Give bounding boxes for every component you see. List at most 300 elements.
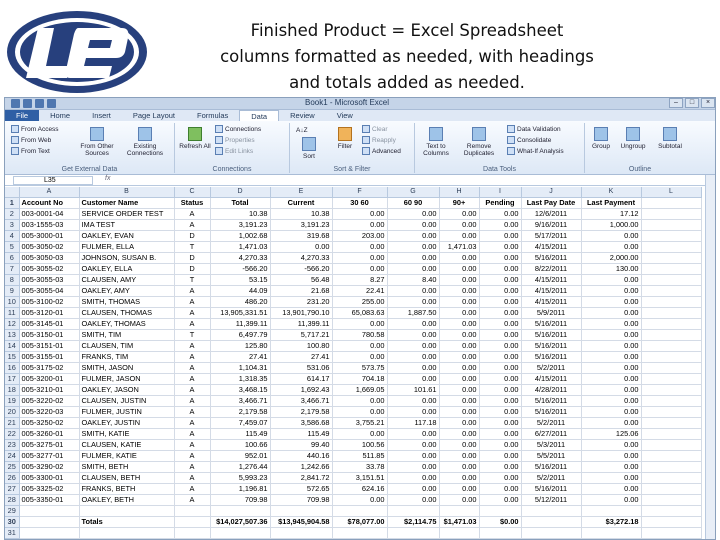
cell[interactable]: 4/15/2011 xyxy=(521,374,581,385)
cell[interactable]: 0.00 xyxy=(581,407,641,418)
clear-button[interactable] xyxy=(362,125,388,133)
cell[interactable] xyxy=(19,506,79,517)
cell[interactable]: $13,945,904.58 xyxy=(270,517,332,528)
spreadsheet-grid[interactable] xyxy=(5,187,702,539)
refresh-all-button[interactable] xyxy=(179,127,211,150)
cell[interactable]: CLAUSEN, JUSTIN xyxy=(79,396,174,407)
cell[interactable]: 0.00 xyxy=(332,352,387,363)
cell[interactable]: 0.00 xyxy=(332,264,387,275)
cell[interactable]: 0.00 xyxy=(581,341,641,352)
name-box[interactable]: L35 xyxy=(13,176,93,185)
cell[interactable]: 0.00 xyxy=(479,209,521,220)
cell[interactable] xyxy=(19,528,79,539)
save-icon[interactable] xyxy=(23,99,32,108)
cell[interactable]: 0.00 xyxy=(479,341,521,352)
row-header[interactable]: 16 xyxy=(5,363,19,374)
cell[interactable]: A xyxy=(174,209,210,220)
column-header[interactable]: D xyxy=(210,187,270,198)
cell[interactable]: 0.00 xyxy=(479,374,521,385)
cell[interactable]: A xyxy=(174,407,210,418)
cell[interactable]: 0.00 xyxy=(439,363,479,374)
cell[interactable]: 0.00 xyxy=(439,275,479,286)
row-header[interactable]: 4 xyxy=(5,231,19,242)
cell[interactable]: 0.00 xyxy=(387,363,439,374)
cell[interactable]: 0.00 xyxy=(387,440,439,451)
cell[interactable]: 0.00 xyxy=(439,220,479,231)
cell[interactable]: 0.00 xyxy=(387,242,439,253)
cell[interactable]: 440.16 xyxy=(270,451,332,462)
cell[interactable] xyxy=(641,242,701,253)
cell[interactable]: 3,151.51 xyxy=(332,473,387,484)
cell[interactable]: CLAUSEN, KATIE xyxy=(79,440,174,451)
cell[interactable]: $3,272.18 xyxy=(581,517,641,528)
cell[interactable] xyxy=(641,308,701,319)
cell[interactable]: 5/16/2011 xyxy=(521,484,581,495)
cell[interactable]: 27.41 xyxy=(210,352,270,363)
cell[interactable]: Total xyxy=(210,198,270,209)
cell[interactable]: 0.00 xyxy=(479,363,521,374)
what-if-analysis-button[interactable] xyxy=(507,147,564,155)
cell[interactable]: 125.80 xyxy=(210,341,270,352)
cell[interactable]: 5/2/2011 xyxy=(521,473,581,484)
cell[interactable]: 0.00 xyxy=(387,429,439,440)
cell[interactable] xyxy=(641,297,701,308)
cell[interactable] xyxy=(174,528,210,539)
cell[interactable]: Last Payment xyxy=(581,198,641,209)
cell[interactable]: 5/16/2011 xyxy=(521,319,581,330)
cell[interactable]: T xyxy=(174,242,210,253)
row-header[interactable]: 27 xyxy=(5,484,19,495)
cell[interactable]: 0.00 xyxy=(479,297,521,308)
cell[interactable]: 5,993.23 xyxy=(210,473,270,484)
cell[interactable]: OAKLEY, AMY xyxy=(79,286,174,297)
cell[interactable]: 0.00 xyxy=(439,462,479,473)
cell[interactable]: 0.00 xyxy=(387,473,439,484)
tab-data[interactable]: Data xyxy=(239,110,279,121)
cell[interactable]: 005-3055-02 xyxy=(19,264,79,275)
row-header[interactable]: 5 xyxy=(5,242,19,253)
cell[interactable]: 0.00 xyxy=(479,473,521,484)
cell[interactable]: 3,191.23 xyxy=(270,220,332,231)
cell[interactable]: 0.00 xyxy=(581,231,641,242)
cell[interactable]: 117.18 xyxy=(387,418,439,429)
cell[interactable] xyxy=(641,231,701,242)
tab-insert[interactable]: Insert xyxy=(92,111,111,120)
from-access-button[interactable] xyxy=(11,125,59,133)
close-button[interactable]: × xyxy=(701,98,715,108)
column-header[interactable]: L xyxy=(641,187,701,198)
cell[interactable]: T xyxy=(174,330,210,341)
cell[interactable]: 203.00 xyxy=(332,231,387,242)
cell[interactable]: 0.00 xyxy=(332,341,387,352)
cell[interactable] xyxy=(641,473,701,484)
row-header[interactable]: 13 xyxy=(5,330,19,341)
column-header[interactable]: J xyxy=(521,187,581,198)
cell[interactable] xyxy=(641,517,701,528)
row-header[interactable]: 23 xyxy=(5,440,19,451)
cell[interactable]: JOHNSON, SUSAN B. xyxy=(79,253,174,264)
cell[interactable]: A xyxy=(174,286,210,297)
cell[interactable]: 4/15/2011 xyxy=(521,242,581,253)
cell[interactable]: 0.00 xyxy=(387,341,439,352)
cell[interactable]: 0.00 xyxy=(581,385,641,396)
cell[interactable]: 1,276.44 xyxy=(210,462,270,473)
cell[interactable]: 0.00 xyxy=(479,495,521,506)
cell[interactable]: A xyxy=(174,385,210,396)
cell[interactable]: 3,466.71 xyxy=(270,396,332,407)
cell[interactable]: A xyxy=(174,374,210,385)
cell[interactable] xyxy=(79,506,174,517)
filter-button[interactable] xyxy=(332,127,358,150)
cell[interactable]: 255.00 xyxy=(332,297,387,308)
cell[interactable]: 0.00 xyxy=(581,473,641,484)
cell[interactable] xyxy=(641,440,701,451)
cell[interactable]: 130.00 xyxy=(581,264,641,275)
cell[interactable]: A xyxy=(174,418,210,429)
cell[interactable]: 5/17/2011 xyxy=(521,231,581,242)
cell[interactable]: Current xyxy=(270,198,332,209)
cell[interactable]: OAKLEY, ELLA xyxy=(79,264,174,275)
cell[interactable]: 56.48 xyxy=(270,275,332,286)
cell[interactable]: 0.00 xyxy=(332,220,387,231)
row-header[interactable]: 1 xyxy=(5,198,19,209)
sort-button[interactable] xyxy=(298,137,320,160)
cell[interactable]: A xyxy=(174,220,210,231)
from-web-button[interactable] xyxy=(11,136,51,144)
cell[interactable]: 0.00 xyxy=(581,363,641,374)
cell[interactable]: 0.00 xyxy=(439,286,479,297)
cell[interactable]: 22.41 xyxy=(332,286,387,297)
cell[interactable]: 2,179.58 xyxy=(270,407,332,418)
cell[interactable] xyxy=(479,528,521,539)
cell[interactable]: 005-3260-01 xyxy=(19,429,79,440)
cell[interactable]: 5/16/2011 xyxy=(521,253,581,264)
cell[interactable]: 0.00 xyxy=(332,209,387,220)
cell[interactable]: 2,000.00 xyxy=(581,253,641,264)
cell[interactable]: Totals xyxy=(79,517,174,528)
select-all-corner[interactable] xyxy=(5,187,19,198)
cell[interactable]: 1,196.81 xyxy=(210,484,270,495)
row-header[interactable]: 21 xyxy=(5,418,19,429)
cell[interactable]: 1,669.05 xyxy=(332,385,387,396)
column-header[interactable]: B xyxy=(79,187,174,198)
tab-file[interactable]: File xyxy=(5,110,39,121)
cell[interactable]: 709.98 xyxy=(210,495,270,506)
column-header[interactable]: K xyxy=(581,187,641,198)
cell[interactable]: 0.00 xyxy=(439,495,479,506)
vertical-scrollbar[interactable] xyxy=(705,175,716,540)
cell[interactable]: 27.41 xyxy=(270,352,332,363)
cell[interactable]: 13,901,790.10 xyxy=(270,308,332,319)
cell[interactable]: 005-3120-01 xyxy=(19,308,79,319)
cell[interactable] xyxy=(641,385,701,396)
cell[interactable]: -566.20 xyxy=(210,264,270,275)
cell[interactable]: A xyxy=(174,396,210,407)
cell[interactable]: 319.68 xyxy=(270,231,332,242)
cell[interactable]: A xyxy=(174,319,210,330)
row-header[interactable]: 9 xyxy=(5,286,19,297)
cell[interactable]: 1,471.03 xyxy=(210,242,270,253)
cell[interactable]: A xyxy=(174,451,210,462)
cell[interactable]: A xyxy=(174,341,210,352)
cell[interactable]: 1,242.66 xyxy=(270,462,332,473)
cell[interactable]: A xyxy=(174,462,210,473)
cell[interactable]: A xyxy=(174,363,210,374)
cell[interactable]: A xyxy=(174,429,210,440)
cell[interactable]: 005-3050-03 xyxy=(19,253,79,264)
sort-az-button[interactable] xyxy=(296,127,308,134)
cell[interactable]: 1,104.31 xyxy=(210,363,270,374)
cell[interactable]: SMITH, BETH xyxy=(79,462,174,473)
cell[interactable] xyxy=(174,506,210,517)
cell[interactable] xyxy=(439,528,479,539)
cell[interactable]: 0.00 xyxy=(439,429,479,440)
cell[interactable]: 0.00 xyxy=(439,330,479,341)
cell[interactable]: 0.00 xyxy=(332,429,387,440)
cell[interactable]: 486.20 xyxy=(210,297,270,308)
cell[interactable] xyxy=(521,528,581,539)
cell[interactable]: 99.40 xyxy=(270,440,332,451)
cell[interactable]: $2,114.75 xyxy=(387,517,439,528)
cell[interactable] xyxy=(641,209,701,220)
cell[interactable]: 0.00 xyxy=(387,297,439,308)
cell[interactable]: 531.06 xyxy=(270,363,332,374)
cell[interactable]: 003-0001-04 xyxy=(19,209,79,220)
cell[interactable] xyxy=(270,528,332,539)
cell[interactable]: 0.00 xyxy=(581,275,641,286)
cell[interactable]: 005-3000-01 xyxy=(19,231,79,242)
cell[interactable]: 572.65 xyxy=(270,484,332,495)
column-header[interactable]: A xyxy=(19,187,79,198)
row-header[interactable]: 25 xyxy=(5,462,19,473)
cell[interactable]: 7,459.07 xyxy=(210,418,270,429)
cell[interactable] xyxy=(641,220,701,231)
advanced-button[interactable] xyxy=(362,147,401,155)
cell[interactable]: 4,270.33 xyxy=(210,253,270,264)
cell[interactable]: 101.61 xyxy=(387,385,439,396)
cell[interactable] xyxy=(581,528,641,539)
cell[interactable]: 0.00 xyxy=(387,484,439,495)
cell[interactable]: CLAUSEN, BETH xyxy=(79,473,174,484)
row-header[interactable]: 12 xyxy=(5,319,19,330)
column-header[interactable]: C xyxy=(174,187,210,198)
cell[interactable]: 0.00 xyxy=(387,231,439,242)
cell[interactable]: 003-1555-03 xyxy=(19,220,79,231)
fx-icon[interactable]: fx xyxy=(105,175,111,182)
cell[interactable]: 2,841.72 xyxy=(270,473,332,484)
cell[interactable]: A xyxy=(174,484,210,495)
cell[interactable]: 60 90 xyxy=(387,198,439,209)
cell[interactable]: 0.00 xyxy=(581,330,641,341)
row-header[interactable]: 18 xyxy=(5,385,19,396)
cell[interactable] xyxy=(174,517,210,528)
cell[interactable] xyxy=(641,330,701,341)
cell[interactable]: 0.00 xyxy=(439,484,479,495)
cell[interactable]: A xyxy=(174,473,210,484)
cell[interactable]: 0.00 xyxy=(479,451,521,462)
tab-formulas[interactable]: Formulas xyxy=(197,111,229,120)
cell[interactable]: 1,692.43 xyxy=(270,385,332,396)
cell[interactable]: 8/22/2011 xyxy=(521,264,581,275)
cell[interactable]: 952.01 xyxy=(210,451,270,462)
cell[interactable] xyxy=(332,528,387,539)
cell[interactable]: 0.00 xyxy=(439,231,479,242)
cell[interactable]: 0.00 xyxy=(387,319,439,330)
cell[interactable]: 0.00 xyxy=(387,407,439,418)
tab-view[interactable]: View xyxy=(336,111,353,120)
cell[interactable]: 0.00 xyxy=(387,451,439,462)
cell[interactable] xyxy=(210,506,270,517)
cell[interactable]: 0.00 xyxy=(439,385,479,396)
cell[interactable]: 100.56 xyxy=(332,440,387,451)
minimize-button[interactable]: – xyxy=(669,98,683,108)
existing-connections-button[interactable] xyxy=(121,127,169,157)
cell[interactable] xyxy=(641,363,701,374)
cell[interactable]: 5/16/2011 xyxy=(521,462,581,473)
maximize-button[interactable]: □ xyxy=(685,98,699,108)
cell[interactable]: FULMER, JUSTIN xyxy=(79,407,174,418)
cell[interactable]: Pending xyxy=(479,198,521,209)
cell[interactable]: 0.00 xyxy=(479,484,521,495)
cell[interactable] xyxy=(521,517,581,528)
column-header[interactable]: F xyxy=(332,187,387,198)
cell[interactable]: OAKLEY, JUSTIN xyxy=(79,418,174,429)
cell[interactable]: 0.00 xyxy=(479,319,521,330)
group-button[interactable] xyxy=(589,127,613,150)
cell[interactable]: 33.78 xyxy=(332,462,387,473)
row-header[interactable]: 11 xyxy=(5,308,19,319)
cell[interactable]: 005-3150-01 xyxy=(19,330,79,341)
cell[interactable]: 0.00 xyxy=(387,352,439,363)
cell[interactable]: 0.00 xyxy=(439,264,479,275)
cell[interactable]: OAKLEY, BETH xyxy=(79,495,174,506)
cell[interactable]: 0.00 xyxy=(439,374,479,385)
cell[interactable]: 0.00 xyxy=(387,209,439,220)
cell[interactable]: $0.00 xyxy=(479,517,521,528)
cell[interactable]: 5/12/2011 xyxy=(521,495,581,506)
cell[interactable]: 0.00 xyxy=(479,220,521,231)
cell[interactable]: A xyxy=(174,308,210,319)
cell[interactable]: 005-3290-02 xyxy=(19,462,79,473)
cell[interactable]: Customer Name xyxy=(79,198,174,209)
cell[interactable] xyxy=(210,528,270,539)
cell[interactable] xyxy=(332,506,387,517)
cell[interactable]: 4/28/2011 xyxy=(521,385,581,396)
cell[interactable]: 115.49 xyxy=(270,429,332,440)
cell[interactable] xyxy=(641,506,701,517)
cell[interactable] xyxy=(270,506,332,517)
cell[interactable] xyxy=(641,286,701,297)
cell[interactable]: 005-3250-02 xyxy=(19,418,79,429)
cell[interactable]: 0.00 xyxy=(479,407,521,418)
cell[interactable] xyxy=(387,528,439,539)
cell[interactable]: $78,077.00 xyxy=(332,517,387,528)
cell[interactable]: 5/3/2011 xyxy=(521,440,581,451)
cell[interactable]: 0.00 xyxy=(439,418,479,429)
cell[interactable] xyxy=(479,506,521,517)
cell[interactable]: 0.00 xyxy=(479,242,521,253)
cell[interactable]: 005-3145-01 xyxy=(19,319,79,330)
cell[interactable]: 573.75 xyxy=(332,363,387,374)
column-header[interactable]: I xyxy=(479,187,521,198)
cell[interactable]: 0.00 xyxy=(387,220,439,231)
cell[interactable]: 5,717.21 xyxy=(270,330,332,341)
cell[interactable] xyxy=(641,484,701,495)
cell[interactable]: 0.00 xyxy=(439,440,479,451)
cell[interactable]: 5/16/2011 xyxy=(521,352,581,363)
cell[interactable]: 0.00 xyxy=(332,396,387,407)
cell[interactable] xyxy=(641,319,701,330)
cell[interactable]: 3,466.71 xyxy=(210,396,270,407)
ungroup-button[interactable] xyxy=(617,127,649,150)
tab-review[interactable]: Review xyxy=(290,111,315,120)
cell[interactable]: FRANKS, BETH xyxy=(79,484,174,495)
row-header[interactable]: 10 xyxy=(5,297,19,308)
cell[interactable]: 0.00 xyxy=(439,253,479,264)
cell[interactable]: 12/6/2011 xyxy=(521,209,581,220)
cell[interactable] xyxy=(521,506,581,517)
cell[interactable]: CLAUSEN, THOMAS xyxy=(79,308,174,319)
cell[interactable]: 0.00 xyxy=(581,352,641,363)
column-header[interactable]: H xyxy=(439,187,479,198)
cell[interactable]: 0.00 xyxy=(581,286,641,297)
cell[interactable]: 5/16/2011 xyxy=(521,396,581,407)
cell[interactable] xyxy=(19,517,79,528)
cell[interactable]: FRANKS, TIM xyxy=(79,352,174,363)
cell[interactable] xyxy=(641,275,701,286)
cell[interactable]: 005-3220-02 xyxy=(19,396,79,407)
cell[interactable]: 0.00 xyxy=(387,264,439,275)
cell[interactable]: SMITH, TIM xyxy=(79,330,174,341)
cell[interactable]: 5/2/2011 xyxy=(521,363,581,374)
row-header[interactable]: 29 xyxy=(5,506,19,517)
cell[interactable]: 11,399.11 xyxy=(210,319,270,330)
cell[interactable]: Status xyxy=(174,198,210,209)
cell[interactable]: 5/16/2011 xyxy=(521,407,581,418)
cell[interactable]: 65,083.63 xyxy=(332,308,387,319)
row-header[interactable]: 6 xyxy=(5,253,19,264)
cell[interactable] xyxy=(641,495,701,506)
cell[interactable]: 624.16 xyxy=(332,484,387,495)
cell[interactable]: 0.00 xyxy=(581,418,641,429)
from-text-button[interactable] xyxy=(11,147,50,155)
cell[interactable] xyxy=(641,528,701,539)
cell[interactable]: 115.49 xyxy=(210,429,270,440)
tab-home[interactable]: Home xyxy=(50,111,71,120)
cell[interactable] xyxy=(641,396,701,407)
cell[interactable]: 0.00 xyxy=(439,473,479,484)
data-validation-button[interactable] xyxy=(507,125,561,133)
cell[interactable]: 005-3100-02 xyxy=(19,297,79,308)
column-header[interactable]: G xyxy=(387,187,439,198)
cell[interactable]: 0.00 xyxy=(439,308,479,319)
cell[interactable]: 005-3350-01 xyxy=(19,495,79,506)
from-other-sources-button[interactable] xyxy=(77,127,117,157)
row-header[interactable]: 30 xyxy=(5,517,19,528)
cell[interactable]: 0.00 xyxy=(332,242,387,253)
cell[interactable]: 1,000.00 xyxy=(581,220,641,231)
cell[interactable]: 511.85 xyxy=(332,451,387,462)
cell[interactable]: 0.00 xyxy=(581,451,641,462)
cell[interactable]: A xyxy=(174,297,210,308)
cell[interactable]: 0.00 xyxy=(387,374,439,385)
row-header[interactable]: 7 xyxy=(5,264,19,275)
cell[interactable] xyxy=(641,418,701,429)
cell[interactable]: 6,497.79 xyxy=(210,330,270,341)
row-header[interactable]: 19 xyxy=(5,396,19,407)
cell[interactable]: 005-3220-03 xyxy=(19,407,79,418)
cell[interactable]: 0.00 xyxy=(439,297,479,308)
